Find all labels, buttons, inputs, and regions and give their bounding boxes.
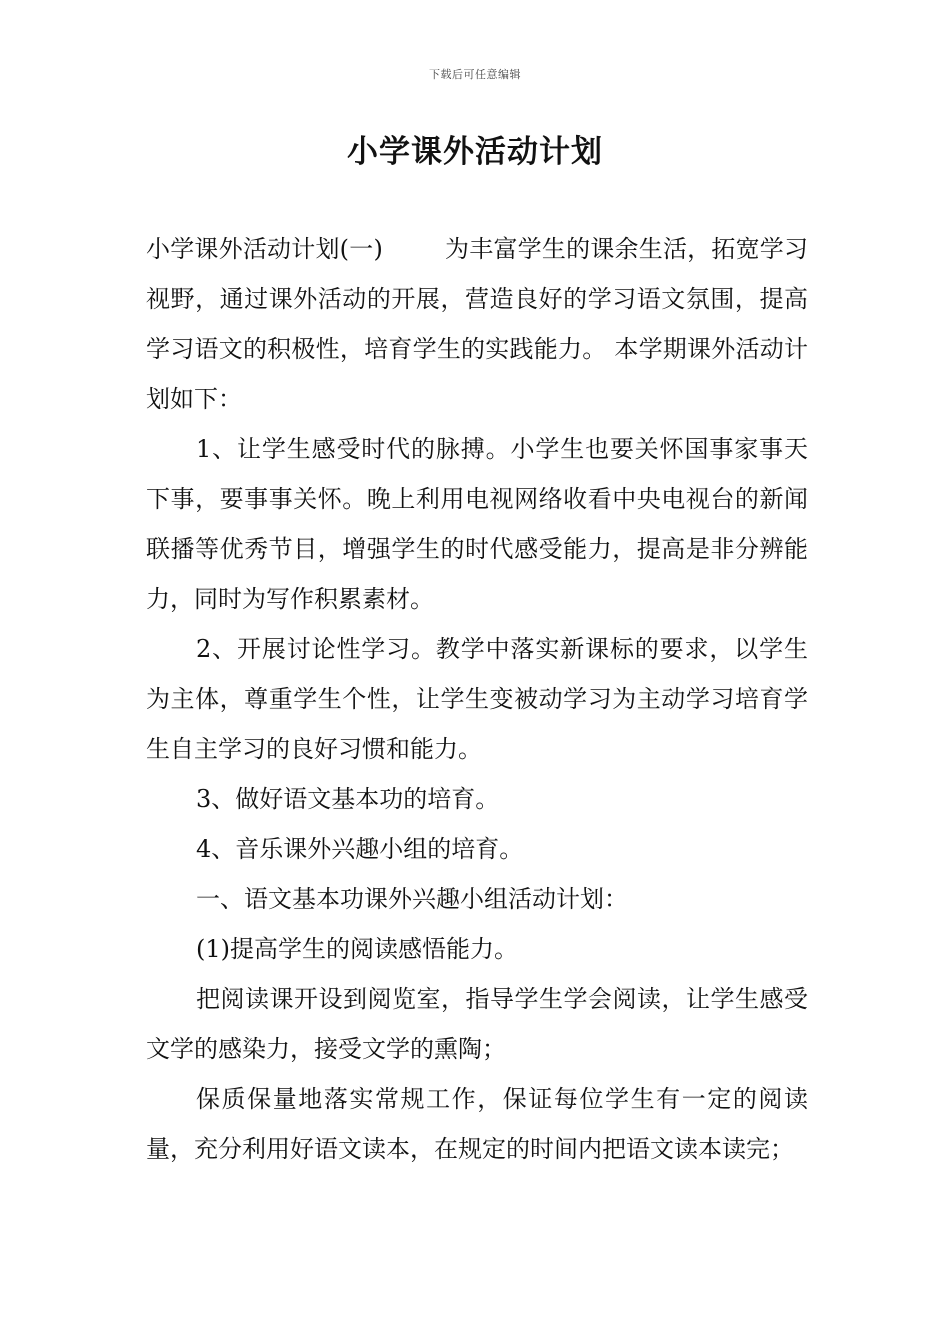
section-heading-1: 一、语文基本功课外兴趣小组活动计划：: [196, 885, 628, 913]
subsection-heading-1: (1)提高学生的阅读感悟能力。: [196, 935, 518, 963]
intro-text: 为丰富学生的课余生活，拓宽学习视野，通过课外活动的开展，营造良好的学习语文氛围，提高学习语文的积极性，培育学生的实践能力。 本学期课外活动计划如下：: [146, 235, 809, 413]
paragraph-item-2: 2、开展讨论性学习。教学中落实新课标的要求，以学生为主体，尊重学生个性，让学生变被动学习为主动学习培育学生自主学习的良好习惯和能力。: [146, 635, 808, 763]
intro-paragraph: [146, 224, 808, 424]
paragraph-item-3: 3、做好语文基本功的培育。: [196, 785, 500, 813]
document-body: [146, 224, 808, 1174]
paragraph-item-4: 4、音乐课外兴趣小组的培育。: [196, 835, 524, 863]
intro-label: 小学课外活动计划(一): [146, 235, 383, 263]
paragraph-reading-room: 把阅读课开设到阅览室，指导学生学会阅读，让学生感受文学的感染力，接受文学的熏陶；: [146, 985, 808, 1063]
paragraph-item-1: 1、让学生感受时代的脉搏。小学生也要关怀国事家事天下事，要事事关怀。晚上利用电视网络收看中央电视台的新闻联播等优秀节目，增强学生的时代感受能力，提高是非分辨能力，同时为写作积累素材。: [146, 435, 808, 613]
header-note: 下载后可任意编辑: [429, 68, 521, 81]
paragraph-reading-volume: 保质保量地落实常规工作，保证每位学生有一定的阅读量，充分利用好语文读本，在规定的时间内把语文读本读完；: [146, 1085, 808, 1163]
document-title: 小学课外活动计划: [347, 134, 603, 170]
